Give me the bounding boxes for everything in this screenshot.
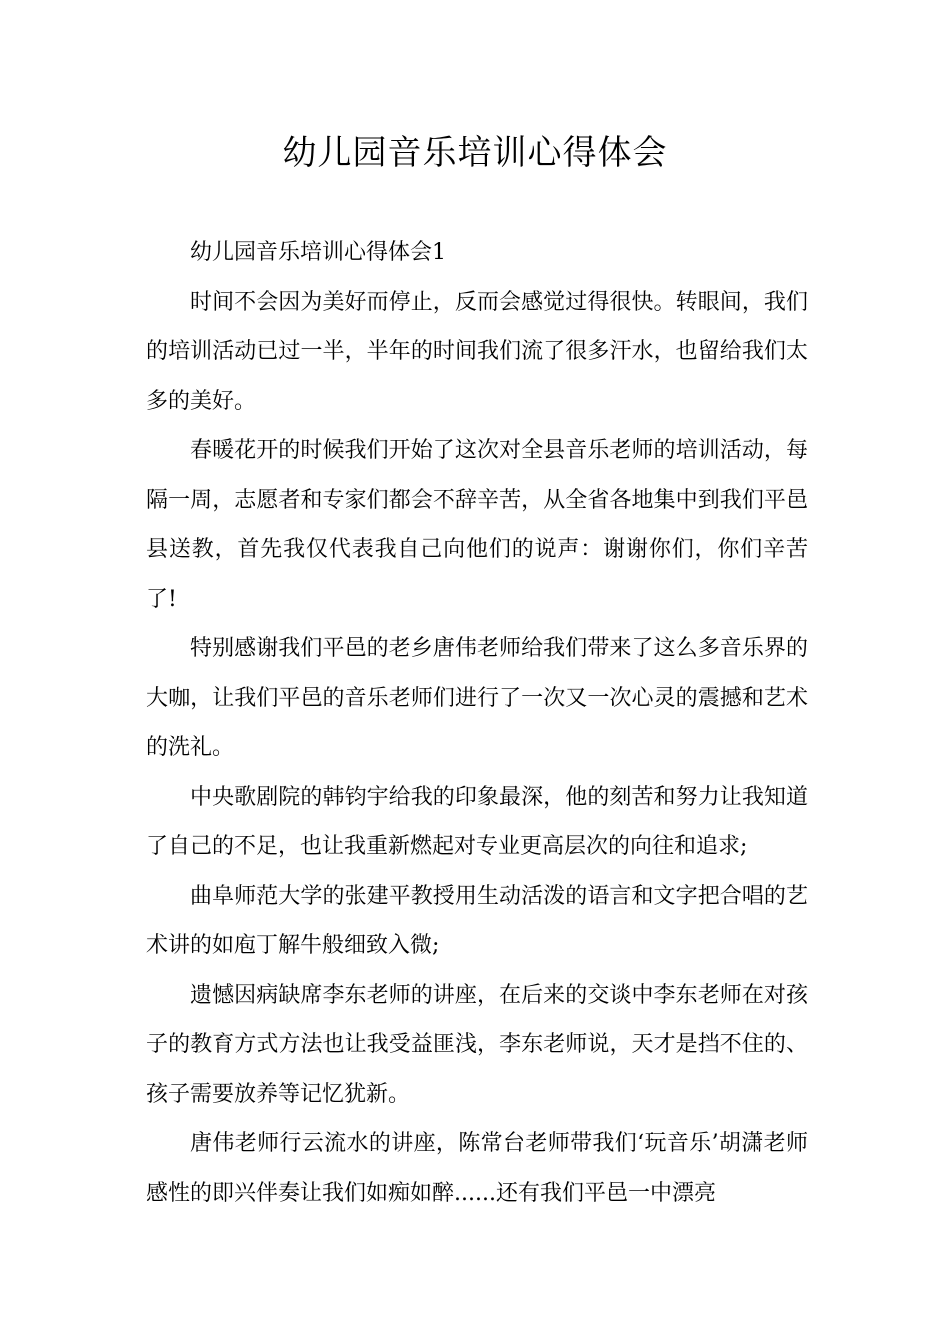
document-title: 幼儿园音乐培训心得体会: [282, 133, 668, 173]
paragraph: 中央歌剧院的韩钧宇给我的印象最深，他的刻苦和努力让我知道了自己的不足，也让我重新燃起对专业更高层次的向往和追求;: [146, 784, 808, 859]
paragraph: 曲阜师范大学的张建平教授用生动活泼的语言和文字把合唱的艺术讲的如庖丁解牛般细致入微;: [146, 883, 808, 958]
paragraph: 遗憾因病缺席李东老师的讲座，在后来的交谈中李东老师在对孩子的教育方式方法也让我受益匪浅，李东老师说，天才是挡不住的、孩子需要放养等记忆犹新。: [146, 982, 808, 1107]
paragraph: 时间不会因为美好而停止，反而会感觉过得很快。转眼间，我们的培训活动已过一半，半年的时间我们流了很多汗水，也留给我们太多的美好。: [146, 289, 808, 414]
section-heading: 幼儿园音乐培训心得体会1: [190, 240, 446, 265]
document-body: [146, 228, 808, 1218]
paragraph: 春暖花开的时候我们开始了这次对全县音乐老师的培训活动，每隔一周，志愿者和专家们都会不辞辛苦，从全省各地集中到我们平邑县送教，首先我仅代表我自己向他们的说声：谢谢你们，你们辛苦了!: [146, 438, 808, 612]
paragraph: 唐伟老师行云流水的讲座，陈常台老师带我们‘玩音乐’胡潇老师感性的即兴伴奏让我们如痴如醉......还有我们平邑一中漂亮: [146, 1131, 808, 1206]
paragraph: 特别感谢我们平邑的老乡唐伟老师给我们带来了这么多音乐界的大咖，让我们平邑的音乐老师们进行了一次又一次心灵的震撼和艺术的洗礼。: [146, 636, 808, 760]
